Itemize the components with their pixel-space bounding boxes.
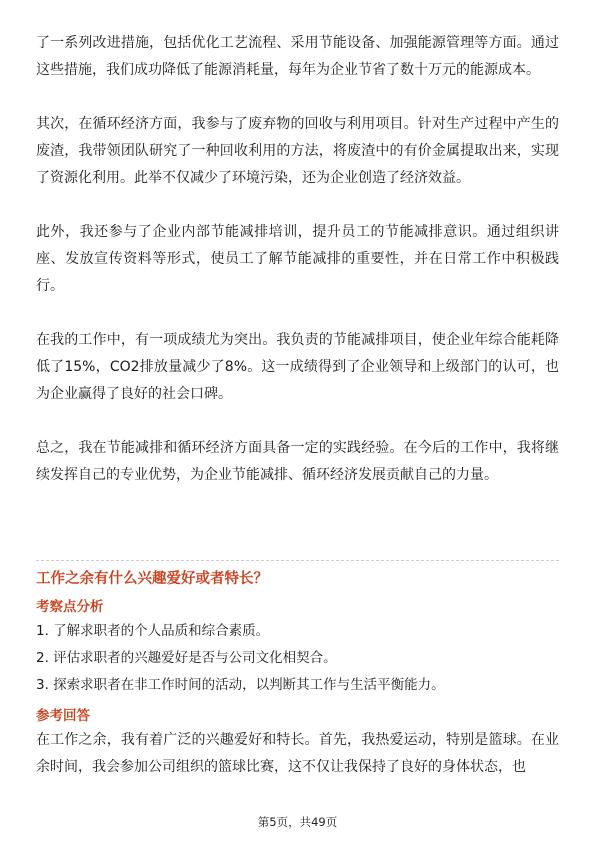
answer-paragraph: 在工作之余，我有着广泛的兴趣爱好和特长。首先，我热爱运动，特别是篮球。在业余时间，我会参加公司组织的篮球比赛，这不仅让我保持了良好的身体状态，也 bbox=[36, 732, 559, 775]
body-paragraph-2: 其次，在循环经济方面，我参与了废弃物的回收与利用项目。针对生产过程中产生的废渣，我带领团队研究了一种回收利用的方法，将废渣中的有价金属提取出来，实现了资源化利用。此举不仅减少了环境污染，还为企业创造了经济效益。 bbox=[36, 116, 559, 186]
question-heading: 工作之余有什么兴趣爱好或者特长？ bbox=[36, 571, 268, 587]
document-body bbox=[36, 30, 559, 489]
answer-heading: 参考回答 bbox=[36, 708, 90, 724]
body-paragraph-5: 总之，我在节能减排和循环经济方面具备一定的实践经验。在今后的工作中，我将继续发挥自己的专业优势，为企业节能减排、循环经济发展贡献自己的力量。 bbox=[36, 440, 559, 483]
body-paragraph-3: 此外，我还参与了企业内部节能减排培训，提升员工的节能减排意识。通过组织讲座、发放宣传资料等形式，使员工了解节能减排的重要性，并在日常工作中积极践行。 bbox=[36, 224, 559, 294]
list-item: 2. 评估求职者的兴趣爱好是否与公司文化相契合。 bbox=[36, 650, 337, 666]
section-divider bbox=[36, 560, 559, 561]
list-item: 3. 探索求职者在非工作时间的活动，以判断其工作与生活平衡能力。 bbox=[36, 677, 445, 693]
page-number: 第5页，共49页 bbox=[257, 815, 338, 829]
body-paragraph-1: 了一系列改进措施，包括优化工艺流程、采用节能设备、加强能源管理等方面。通过这些措施，我们成功降低了能源消耗量，每年为企业节省了数十万元的能源成本。 bbox=[36, 35, 559, 78]
qa-section bbox=[36, 566, 559, 781]
analysis-heading: 考察点分析 bbox=[36, 599, 104, 615]
list-item: 1. 了解求职者的个人品质和综合素质。 bbox=[36, 623, 270, 639]
analysis-list bbox=[36, 618, 559, 699]
body-paragraph-4: 在我的工作中，有一项成绩尤为突出。我负责的节能减排项目，使企业年综合能耗降低了15%，CO2排放量减少了8%。这一成绩得到了企业领导和上级部门的认可，也为企业赢得了良好的社会口碑。 bbox=[36, 332, 559, 402]
